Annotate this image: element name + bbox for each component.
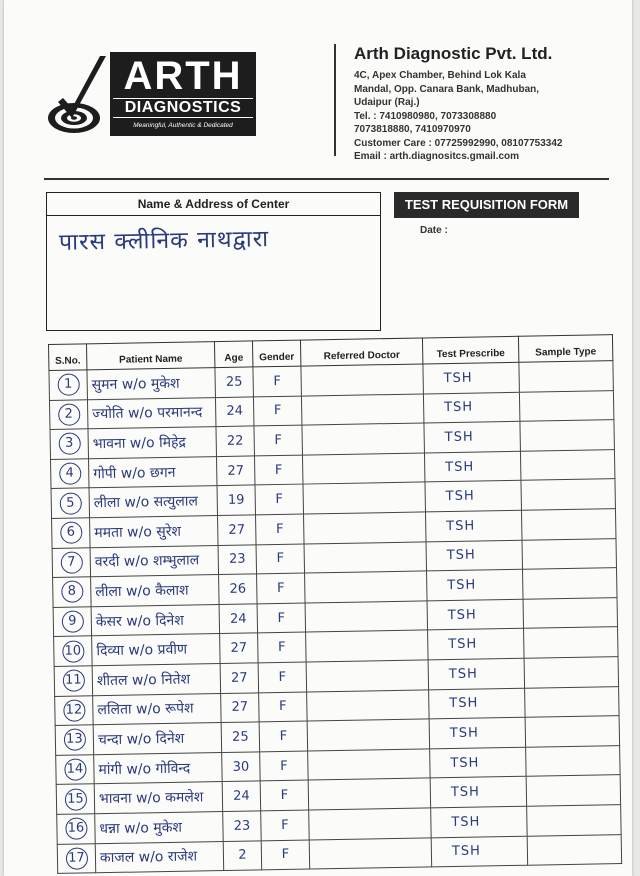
header-rule	[44, 178, 609, 180]
cell-patient-name[interactable]: भावना w/o कमलेश	[94, 782, 222, 814]
cell-referred-doctor[interactable]	[307, 719, 429, 751]
header-divider	[334, 44, 336, 156]
cell-sno	[55, 695, 94, 725]
cell-test-prescribe[interactable]: TSH	[423, 392, 520, 423]
cell-gender[interactable]: F	[259, 721, 308, 751]
cell-patient-name[interactable]: सुमन w/o मुकेश	[87, 368, 215, 400]
sno-value: 2	[58, 403, 80, 425]
sno-value: 5	[59, 492, 81, 514]
cell-sno	[55, 725, 94, 755]
cell-sample-type[interactable]	[521, 479, 616, 510]
cell-age[interactable]: 27	[216, 456, 255, 486]
cell-sno	[52, 547, 91, 577]
company-name: Arth Diagnostic Pvt. Ltd.	[354, 44, 553, 63]
phone-line: 7073818880, 7410970970	[354, 124, 471, 135]
cell-gender[interactable]: F	[254, 425, 303, 455]
cell-sno	[56, 754, 95, 784]
company-info	[354, 44, 624, 164]
cell-sample-type[interactable]	[522, 538, 617, 569]
cell-patient-name[interactable]: चन्दा w/o दिनेश	[93, 723, 221, 755]
cell-gender[interactable]: F	[254, 455, 303, 485]
sno-value: 11	[62, 670, 84, 692]
sno-value: 13	[63, 729, 85, 751]
sno-value: 3	[58, 433, 80, 455]
cell-gender[interactable]: F	[258, 662, 307, 692]
cell-test-prescribe[interactable]: TSH	[428, 658, 525, 689]
cell-patient-name[interactable]: भावना w/o मिहेद्र	[88, 427, 216, 459]
email-line: Email : arth.diagnositcs.gmail.com	[354, 151, 520, 162]
requisition-form-page	[4, 0, 632, 876]
cell-test-prescribe[interactable]: TSH	[431, 836, 528, 867]
cell-test-prescribe[interactable]: TSH	[429, 688, 526, 719]
cell-referred-doctor[interactable]	[302, 453, 424, 485]
cell-patient-name[interactable]: दिव्या w/o प्रवीण	[92, 634, 220, 666]
cell-referred-doctor[interactable]	[309, 837, 431, 869]
cell-age[interactable]: 24	[219, 604, 258, 634]
cell-patient-name[interactable]: ज्योति w/o परमानन्द	[87, 397, 215, 429]
col-gender: Gender	[252, 340, 300, 367]
cell-age[interactable]: 23	[218, 544, 257, 574]
col-sample-type: Sample Type	[518, 335, 612, 363]
cell-gender[interactable]: F	[260, 751, 309, 781]
cell-sno	[51, 459, 90, 489]
cell-patient-name[interactable]: ललिता w/o रूपेश	[93, 693, 221, 725]
cell-referred-doctor[interactable]	[304, 512, 426, 544]
cell-gender[interactable]: F	[257, 603, 306, 633]
sno-value: 16	[65, 818, 87, 840]
date-label: Date :	[420, 225, 448, 236]
cell-gender[interactable]: F	[253, 366, 302, 396]
cell-test-prescribe[interactable]: TSH	[427, 569, 524, 600]
address-line: Udaipur (Raj.)	[354, 97, 420, 108]
cell-referred-doctor[interactable]	[308, 749, 430, 781]
cell-patient-name[interactable]: लीला w/o कैलाश	[91, 575, 219, 607]
cell-sample-type[interactable]	[526, 775, 621, 806]
col-age: Age	[214, 341, 252, 368]
cell-test-prescribe[interactable]: TSH	[425, 481, 522, 512]
cell-sno	[57, 814, 96, 844]
cell-referred-doctor[interactable]	[308, 778, 430, 810]
cell-referred-doctor[interactable]	[301, 364, 423, 396]
cell-sample-type[interactable]	[526, 745, 621, 776]
cell-referred-doctor[interactable]	[304, 541, 426, 573]
cell-test-prescribe[interactable]: TSH	[429, 717, 526, 748]
cell-patient-name[interactable]: वरदी w/o शम्भुलाल	[90, 545, 218, 577]
cell-sample-type[interactable]	[527, 834, 622, 865]
patient-table	[48, 334, 621, 876]
cell-referred-doctor[interactable]	[303, 482, 425, 514]
cell-patient-name[interactable]: मांगी w/o गोविन्द	[94, 752, 222, 784]
cell-test-prescribe[interactable]: TSH	[430, 747, 527, 778]
cell-patient-name[interactable]: धन्ना w/o मुकेश	[95, 811, 223, 843]
sno-value: 8	[61, 581, 83, 603]
col-sno: S.No.	[49, 344, 87, 371]
cell-gender[interactable]: F	[255, 484, 304, 514]
cell-test-prescribe[interactable]: TSH	[428, 629, 525, 660]
cell-test-prescribe[interactable]: TSH	[425, 510, 522, 541]
sno-value: 4	[59, 463, 81, 485]
cell-sample-type[interactable]	[524, 627, 619, 658]
form-title: TEST REQUISITION FORM	[394, 192, 579, 218]
cell-sample-type[interactable]	[527, 804, 622, 835]
cell-age[interactable]: 27	[220, 663, 259, 693]
col-patient-name: Patient Name	[87, 342, 215, 370]
cell-test-prescribe[interactable]: TSH	[431, 806, 528, 837]
cell-patient-name[interactable]: शीतल w/o नितेश	[92, 663, 220, 695]
sno-value: 6	[60, 522, 82, 544]
sno-value: 14	[64, 758, 86, 780]
cell-age[interactable]: 23	[223, 811, 262, 841]
cell-age[interactable]: 24	[215, 397, 254, 427]
cell-age[interactable]: 27	[218, 515, 257, 545]
center-label: Name & Address of Center	[47, 193, 380, 216]
cell-patient-name[interactable]: काजल w/o राजेश	[95, 841, 223, 873]
cell-age[interactable]: 25	[221, 722, 260, 752]
cell-sample-type[interactable]	[525, 686, 620, 717]
sno-value: 15	[64, 788, 86, 810]
cell-age[interactable]: 24	[222, 781, 261, 811]
cell-sample-type[interactable]	[521, 509, 616, 540]
cell-age[interactable]: 22	[216, 426, 255, 456]
sno-value: 9	[61, 610, 83, 632]
cell-age[interactable]: 25	[215, 367, 254, 397]
cell-gender[interactable]: F	[259, 692, 308, 722]
cell-referred-doctor[interactable]	[301, 394, 423, 426]
sno-value: 7	[60, 551, 82, 573]
logo-line1: ARTH	[123, 54, 243, 98]
phone-line: Tel. : 7410980980, 7073308880	[354, 110, 497, 122]
cell-referred-doctor[interactable]	[309, 808, 431, 840]
cell-sno	[53, 607, 92, 637]
cell-gender[interactable]: F	[256, 544, 305, 574]
cell-sno	[54, 666, 93, 696]
cell-gender[interactable]: F	[258, 632, 307, 662]
cell-gender[interactable]: F	[257, 573, 306, 603]
col-test-prescribe: Test Prescribe	[422, 336, 518, 364]
cell-gender[interactable]: F	[253, 396, 302, 426]
customer-care-line: Customer Care : 07725992990, 08107753342	[354, 137, 563, 149]
cell-sno	[57, 843, 96, 873]
cell-test-prescribe[interactable]: TSH	[430, 777, 527, 808]
cell-test-prescribe[interactable]: TSH	[423, 362, 520, 393]
cell-sno	[52, 518, 91, 548]
cell-referred-doctor[interactable]	[306, 660, 428, 692]
cell-patient-name[interactable]: ममता w/o सुरेश	[90, 516, 218, 548]
cell-sno	[49, 399, 88, 429]
cell-age[interactable]: 30	[222, 752, 261, 782]
cell-age[interactable]: 27	[221, 692, 260, 722]
cell-referred-doctor[interactable]	[307, 689, 429, 721]
cell-patient-name[interactable]: गोपी w/o छगन	[89, 456, 217, 488]
cell-test-prescribe[interactable]: TSH	[424, 421, 521, 452]
cell-sample-type[interactable]	[519, 361, 614, 392]
cell-referred-doctor[interactable]	[305, 601, 427, 633]
cell-sno	[50, 429, 89, 459]
cell-sample-type[interactable]	[523, 568, 618, 599]
cell-sno	[53, 577, 92, 607]
sno-value: 17	[65, 847, 87, 869]
logo-line2: DIAGNOSTICS	[113, 98, 253, 118]
target-check-icon	[44, 52, 110, 140]
cell-gender[interactable]: F	[261, 840, 310, 870]
cell-referred-doctor[interactable]	[305, 571, 427, 603]
cell-patient-name[interactable]: लीला w/o सत्युलाल	[89, 486, 217, 518]
sno-value: 12	[63, 699, 85, 721]
cell-age[interactable]: 19	[217, 485, 256, 515]
cell-sample-type[interactable]	[520, 449, 615, 480]
logo-tagline: Meaningful, Authentic & Dedicated	[133, 122, 233, 129]
cell-test-prescribe[interactable]: TSH	[427, 599, 524, 630]
logo-wordmark	[110, 52, 256, 136]
cell-gender[interactable]: F	[260, 780, 309, 810]
cell-referred-doctor[interactable]	[302, 423, 424, 455]
cell-referred-doctor[interactable]	[306, 630, 428, 662]
cell-sno	[49, 370, 88, 400]
cell-sno	[56, 784, 95, 814]
address-line: 4C, Apex Chamber, Behind Lok Kala	[354, 70, 526, 81]
cell-test-prescribe[interactable]: TSH	[426, 540, 523, 571]
cell-gender[interactable]: F	[256, 514, 305, 544]
col-referred-doctor: Referred Doctor	[300, 338, 422, 366]
cell-sample-type[interactable]	[520, 420, 615, 451]
center-value[interactable]: पारस क्लीनिक नाथद्वारा	[58, 226, 270, 256]
cell-sno	[54, 636, 93, 666]
address-line: Mandal, Opp. Canara Bank, Madhuban,	[354, 83, 540, 95]
cell-sample-type[interactable]	[523, 597, 618, 628]
sno-value: 1	[57, 374, 79, 396]
cell-age[interactable]: 27	[220, 633, 259, 663]
cell-sample-type[interactable]	[524, 657, 619, 688]
arth-logo	[44, 52, 264, 142]
cell-test-prescribe[interactable]: TSH	[424, 451, 521, 482]
cell-sample-type[interactable]	[519, 390, 614, 421]
cell-gender[interactable]: F	[261, 810, 310, 840]
cell-age[interactable]: 2	[223, 840, 262, 870]
center-address-box	[46, 192, 381, 331]
cell-sno	[51, 488, 90, 518]
cell-age[interactable]: 26	[219, 574, 258, 604]
cell-sample-type[interactable]	[525, 716, 620, 747]
cell-patient-name[interactable]: केसर w/o दिनेश	[91, 604, 219, 636]
sno-value: 10	[62, 640, 84, 662]
